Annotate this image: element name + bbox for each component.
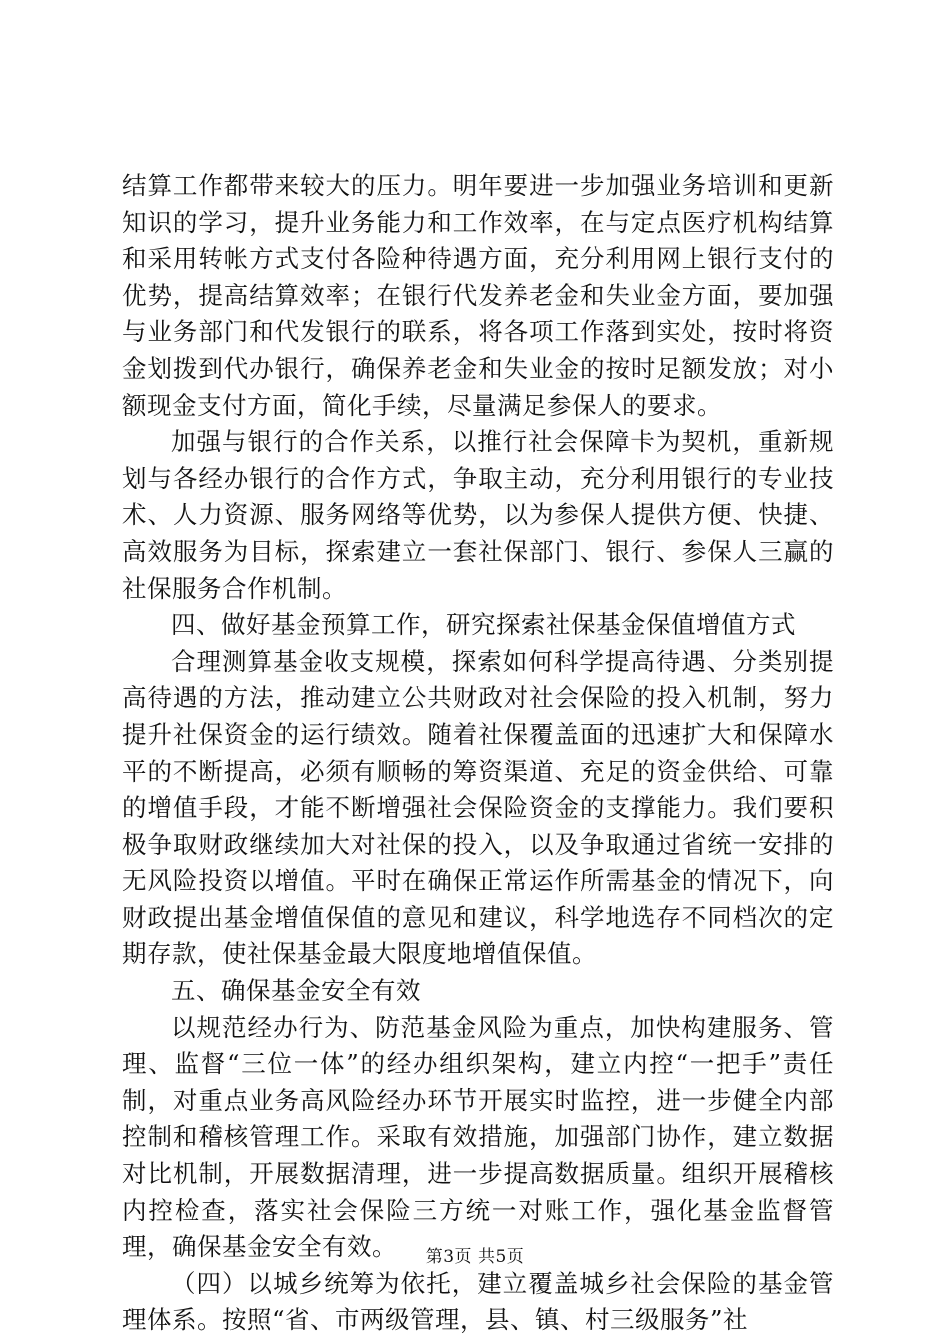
page-number: 第3页 共5页 <box>425 1247 525 1267</box>
paragraph-fund-safety: 以规范经办行为、防范基金风险为重点，加快构建服务、管理、监督“三位一体”的经办组织架构，建立内控“一把手”责任制，对重点业务高风险经办环节开展实时监控，进一步健全内部控制和稽核管理工作。采取有效措施，加强部门协作，建立数据对比机制，开展数据清理，进一步提高数据质量。组织开展稽核内控检查，落实社会保险三方统一对账工作，强化基金监督管理，确保基金安全有效。 <box>122 1012 834 1262</box>
page-footer <box>0 1246 950 1268</box>
section-heading-fund-safety: 五、确保基金安全有效 <box>171 976 421 1006</box>
paragraph-urban-rural-system: （四）以城乡统筹为依托，建立覆盖城乡社会保险的基金管理体系。按照“省、市两级管理，县、镇、村三级服务”社 <box>122 1268 834 1335</box>
paragraph-settlement-pressure: 结算工作都带来较大的压力。明年要进一步加强业务培训和更新知识的学习，提升业务能力和工作效率，在与定点医疗机构结算和采用转帐方式支付各险种待遇方面，充分利用网上银行支付的优势，提高结算效率；在银行代发养老金和失业金方面，要加强与业务部门和代发银行的联系，将各项工作落到实处，按时将资金划拨到代办银行，确保养老金和失业金的按时足额发放；对小额现金支付方面，简化手续，尽量满足参保人的要求。 <box>122 171 834 420</box>
paragraph-fund-budget: 合理测算基金收支规模，探索如何科学提高待遇、分类别提高待遇的方法，推动建立公共财政对社会保险的投入机制，努力提升社保资金的运行绩效。随着社保覆盖面的迅速扩大和保障水平的不断提高，必须有顺畅的筹资渠道、充足的资金供给、可靠的增值手段，才能不断增强社会保险资金的支撑能力。我们要积极争取财政继续加大对社保的投入，以及争取通过省统一安排的无风险投资以增值。平时在确保正常运作所需基金的情况下，向财政提出基金增值保值的意见和建议，科学地选存不同档次的定期存款，使社保基金最大限度地增值保值。 <box>122 646 834 969</box>
section-heading-fund-budget: 四、做好基金预算工作，研究探索社保基金保值增值方式 <box>171 610 796 640</box>
paragraph-bank-cooperation: 加强与银行的合作关系，以推行社会保障卡为契机，重新规划与各经办银行的合作方式，争取主动，充分利用银行的专业技术、人力资源、服务网络等优势，以为参保人提供方便、快捷、高效服务为目标，探索建立一套社保部门、银行、参保人三赢的社保服务合作机制。 <box>122 427 834 603</box>
document-body <box>122 168 834 1339</box>
